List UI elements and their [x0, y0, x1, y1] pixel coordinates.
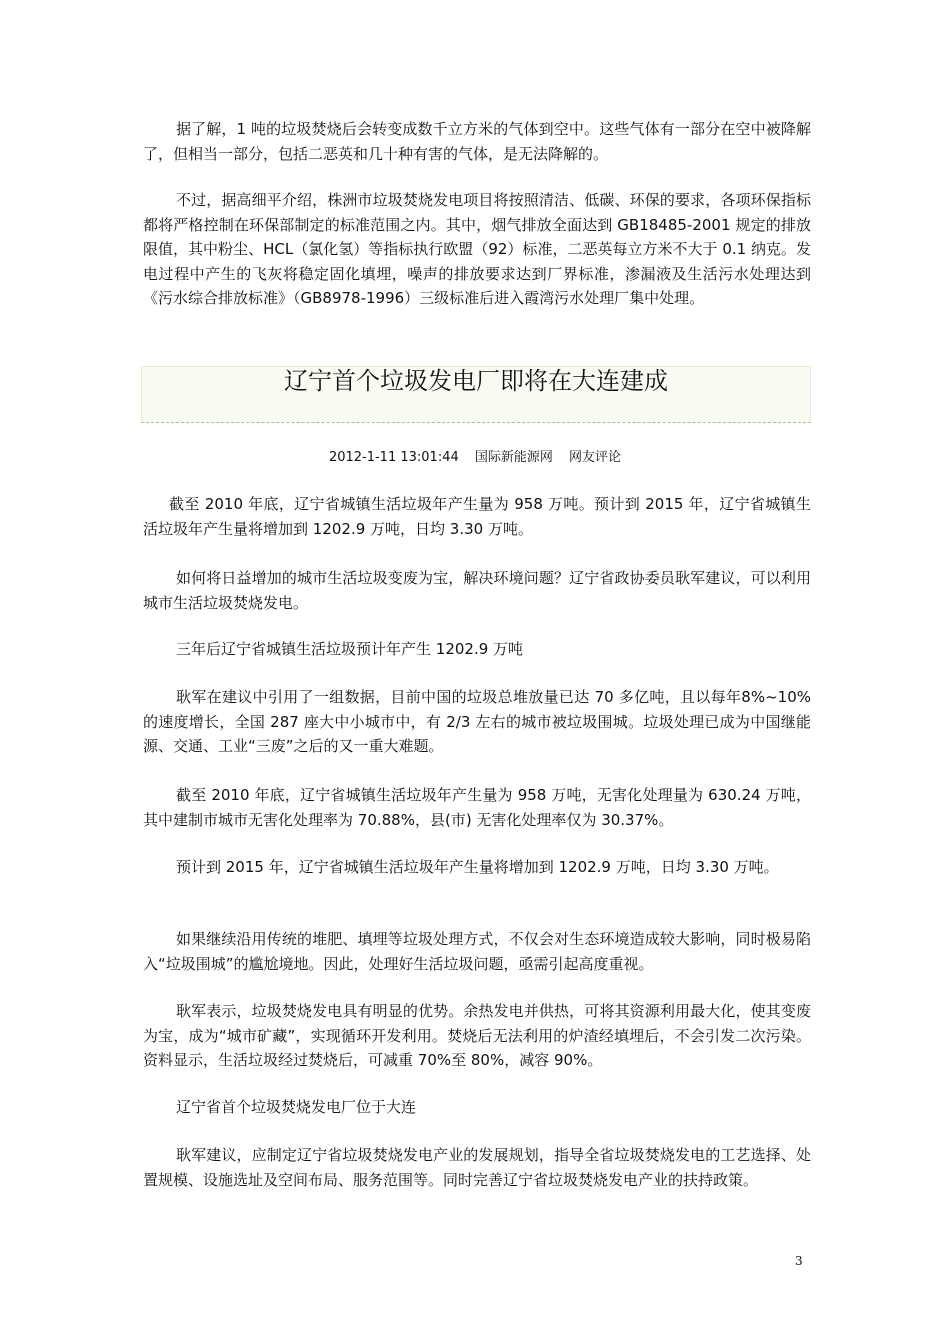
article-paragraph: 耿军建议，应制定辽宁省垃圾焚烧发电产业的发展规划，指导全省垃圾焚烧发电的工艺选择、处置规模、设施选址及空间布局、服务范围等。同时完善辽宁省垃圾焚烧发电产业的扶持政策。: [143, 1146, 811, 1189]
intro-paragraph-1: 据了解，1 吨的垃圾焚烧后会转变成数千立方米的气体到空中。这些气体有一部分在空中被降解了，但相当一部分，包括二恶英和几十种有害的气体，是无法降解的。: [143, 120, 811, 163]
article-title: 辽宁首个垃圾发电厂即将在大连建成: [284, 367, 668, 395]
article-paragraph: 截至 2010 年底，辽宁省城镇生活垃圾年产生量为 958 万吨。预计到 2015 年，辽宁省城镇生活垃圾年产生量将增加到 1202.9 万吨，日均 3.30 万吨。: [143, 495, 811, 538]
article-title-box: [141, 366, 811, 423]
article-subheading: 三年后辽宁省城镇生活垃圾预计年产生 1202.9 万吨: [176, 640, 524, 658]
intro-paragraph-2: 不过，据高细平介绍，株洲市垃圾焚烧发电项目将按照清洁、低碳、环保的要求，各项环保指标都将严格控制在环保部制定的标准范围之内。其中，烟气排放全面达到 GB18485-2001 规定的排放限值，其中粉尘、HCL（氯化氢）等指标执行欧盟（92）标准，二恶英每立方米不大于 0.1 纳克。发电过程中产生的飞灰将稳定固化填埋，噪声的排放要求达到厂界标准，渗漏液及生活污水处理达到《污水综合排放标准》（GB8978-1996）三级标准后进入霞湾污水处理厂集中处理。: [143, 191, 811, 307]
article-meta: [141, 449, 809, 467]
article-paragraph: 截至 2010 年底，辽宁省城镇生活垃圾年产生量为 958 万吨，无害化处理量为 630.24 万吨，其中建制市城市无害化处理率为 70.88%，县(市) 无害化处理率仅为 30.37%。: [143, 786, 811, 829]
article-date: 2012-1-11 13:01:44: [328, 450, 459, 465]
comment-link[interactable]: 网友评论: [569, 450, 622, 465]
page-number: 3: [795, 1254, 803, 1268]
article-source-link[interactable]: 国际新能源网: [474, 450, 553, 465]
article-subheading: 辽宁省首个垃圾焚烧发电厂位于大连: [176, 1098, 417, 1116]
article-paragraph: 耿军表示，垃圾焚烧发电具有明显的优势。余热发电并供热，可将其资源利用最大化，使其变废为宝，成为“城市矿藏”，实现循环开发利用。焚烧后无法利用的炉渣经填埋后，不会引发二次污染。资料显示，生活垃圾经过焚烧后，可减重 70%至 80%，减容 90%。: [143, 1002, 811, 1069]
article-paragraph: 预计到 2015 年，辽宁省城镇生活垃圾年产生量将增加到 1202.9 万吨，日均 3.30 万吨。: [176, 858, 779, 876]
article-paragraph: 耿军在建议中引用了一组数据，目前中国的垃圾总堆放量已达 70 多亿吨，且以每年8%~10%的速度增长，全国 287 座大中小城市中，有 2/3 左右的城市被垃圾围城。垃圾处理已成为中国继能源、交通、工业“三废”之后的又一重大难题。: [143, 688, 811, 755]
article-paragraph: 如果继续沿用传统的堆肥、填埋等垃圾处理方式，不仅会对生态环境造成较大影响，同时极易陷入“垃圾围城”的尴尬境地。因此，处理好生活垃圾问题，亟需引起高度重视。: [143, 930, 811, 973]
article-paragraph: 如何将日益增加的城市生活垃圾变废为宝，解决环境问题？辽宁省政协委员耿军建议，可以利用城市生活垃圾焚烧发电。: [143, 569, 811, 612]
